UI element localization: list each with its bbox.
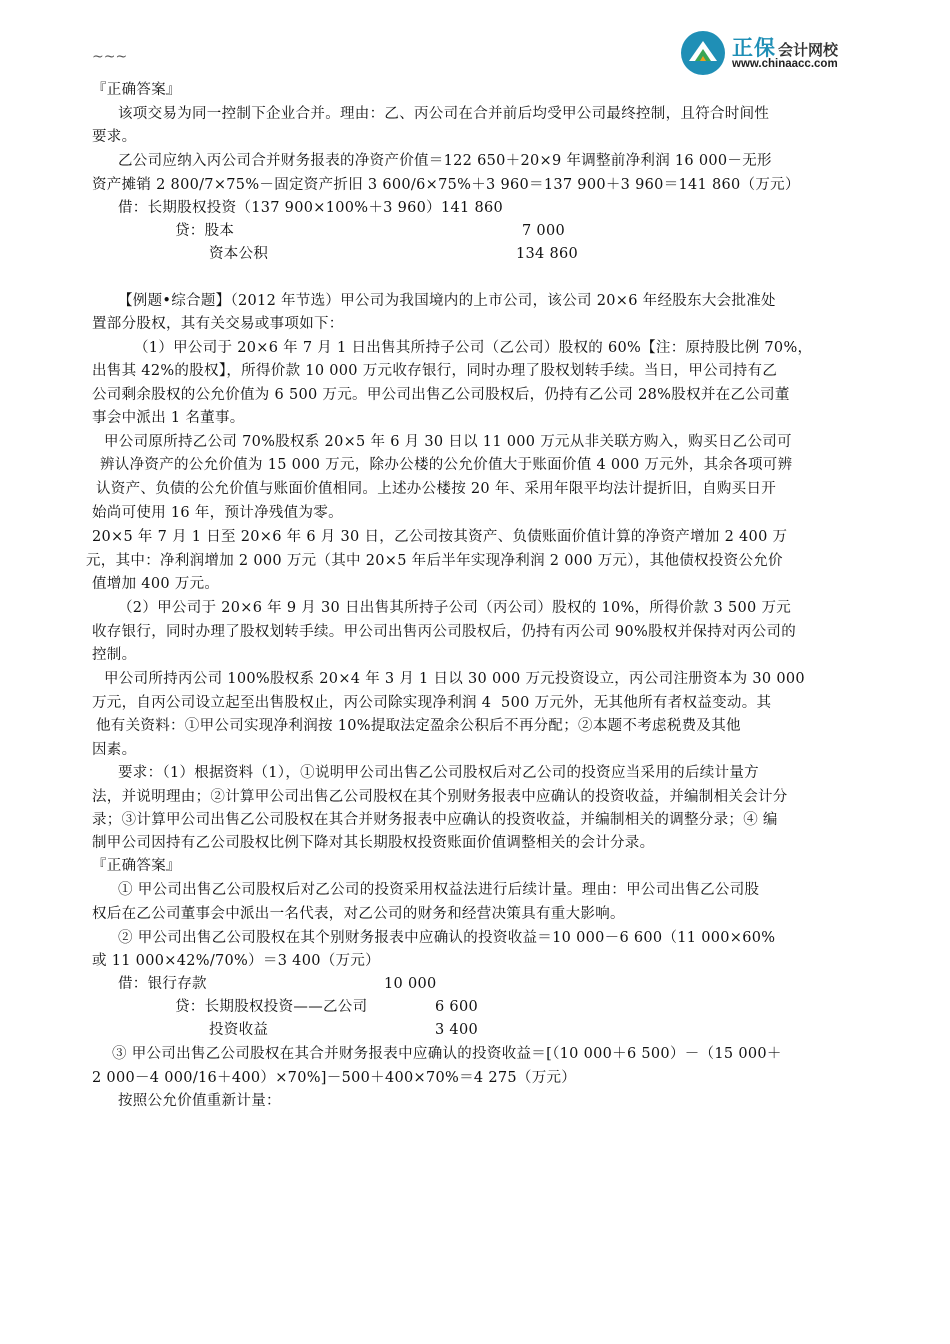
requirement-line: 录；③计算甲公司出售乙公司股权在其合并财务报表中应确认的投资收益，并编制相关的调整分录；④ 编 [92,812,778,828]
text-line: 值增加 400 万元。 [92,576,220,592]
text-line: 20×5 年 7 月 1 日至 20×6 年 6 月 30 日，乙公司按其资产、负债账面价值计算的净资产增加 2 400 万 [92,529,788,545]
text-line: 出售其 42%的股权】，所得价款 10 000 万元收存银行，同时办理了股权划转手续。当日，甲公司持有乙 [92,363,778,379]
text-line: 甲公司所持丙公司 100%股权系 20×4 年 3 月 1 日以 30 000 万元投资设立，丙公司注册资本为 30 000 [104,671,805,687]
journal-credit-amount: 6 600 [435,999,479,1015]
journal-credit-account: 贷：长期股权投资——乙公司 [175,999,368,1015]
cut-off-text-fragment: ~~~ [92,52,128,62]
journal-debit-account: 借：银行存款 [118,976,207,992]
text-line: 要求。 [92,129,137,145]
text-line: 置部分股权，其有关交易或事项如下： [92,316,344,332]
journal-credit-account: 投资收益 [209,1022,269,1038]
answer-line: ③ 甲公司出售乙公司股权在其合并财务报表中应确认的投资收益＝[（10 000＋6 500）－（15 000＋ [112,1046,782,1062]
answer-heading: 『正确答案』 [92,82,181,98]
requirement-line: 制甲公司因持有乙公司股权比例下降对其长期股权投资账面价值调整相关的会计分录。 [92,835,655,851]
text-line: 因素。 [92,742,137,758]
text-line: 资产摊销 2 800/7×75%－固定资产折旧 3 600/6×75%＋3 960＝137 900＋3 960＝141 860（万元） [92,177,800,193]
requirement-line: 要求：（1）根据资料（1），①说明甲公司出售乙公司股权后对乙公司的投资应当采用的后续计量方 [118,765,759,781]
chinaacc-logo[interactable] [680,28,910,80]
text-line: 事会中派出 1 名董事。 [92,410,245,426]
logo-emblem-icon [680,30,726,76]
journal-credit-amount: 7 000 [522,223,566,239]
journal-credit-amount: 134 860 [516,246,579,262]
text-line: 始尚可使用 16 年，预计净残值为零。 [92,505,343,521]
text-line: 收存银行，同时办理了股权划转手续。甲公司出售丙公司股权后，仍持有丙公司 90%股权并保持对丙公司的 [92,624,797,640]
logo-url: www.chinaacc.com [732,58,838,70]
requirement-line: 法，并说明理由；②计算甲公司出售乙公司股权在其个别财务报表中应确认的投资收益，并编制相关会计分 [92,789,788,805]
answer-line: ① 甲公司出售乙公司股权后对乙公司的投资采用权益法进行后续计量。理由：甲公司出售乙公司股 [118,882,760,898]
example-heading: 【例题•综合题】（2012 年节选）甲公司为我国境内的上市公司，该公司 20×6 年经股东大会批准处 [118,293,776,309]
journal-credit-account: 贷：股本 [175,223,235,239]
journal-debit-line: 借：长期股权投资（137 900×100%＋3 960）141 860 [118,200,504,216]
text-line: 他有关资料：①甲公司实现净利润按 10%提取法定盈余公积后不再分配；②本题不考虑税费及其他 [96,718,741,734]
text-line: 万元，自丙公司设立起至出售股权止，丙公司除实现净利润 4 500 万元外，无其他所有者权益变动。其 [92,695,772,711]
answer-line: 按照公允价值重新计量： [118,1093,281,1109]
answer-line: 权后在乙公司董事会中派出一名代表，对乙公司的财务和经营决策具有重大影响。 [92,906,625,922]
journal-debit-amount: 10 000 [384,976,437,992]
answer-line: 2 000－4 000/16＋400）×70%]－500＋400×70%＝4 275（万元） [92,1070,577,1086]
text-line: 元，其中：净利润增加 2 000 万元（其中 20×5 年后半年实现净利润 2 000 万元），其他债权投资公允价 [86,553,783,569]
answer-heading: 『正确答案』 [92,858,181,874]
text-line: 控制。 [92,647,137,663]
journal-credit-amount: 3 400 [435,1022,479,1038]
text-line: 甲公司原所持乙公司 70%股权系 20×5 年 6 月 30 日以 11 000 万元从非关联方购入，购买日乙公司可 [104,434,792,450]
logo-brand-sub: 会计网校 [778,41,839,59]
logo-brand-main: 正保 [732,36,776,60]
text-line: 乙公司应纳入丙公司合并财务报表的净资产价值＝122 650＋20×9 年调整前净利润 16 000－无形 [118,153,772,169]
text-line: （2）甲公司于 20×6 年 9 月 30 日出售其所持子公司（丙公司）股权的 10%，所得价款 3 500 万元 [118,600,792,616]
journal-credit-account: 资本公积 [209,246,269,262]
answer-line: ② 甲公司出售乙公司股权在其个别财务报表中应确认的投资收益＝10 000－6 600（11 000×60% [118,930,776,946]
text-line: （1）甲公司于 20×6 年 7 月 1 日出售其所持子公司（乙公司）股权的 60%【注：原持股比例 70%， [134,340,813,356]
text-line: 辨认净资产的公允价值为 15 000 万元，除办公楼的公允价值大于账面价值 4 000 万元外，其余各项可辨 [100,457,793,473]
text-line: 公司剩余股权的公允价值为 6 500 万元。甲公司出售乙公司股权后，仍持有乙公司 28%股权并在乙公司董 [92,387,790,403]
text-line: 认资产、负债的公允价值与账面价值相同。上述办公楼按 20 年、采用年限平均法计提折旧，自购买日开 [96,481,777,497]
text-line: 该项交易为同一控制下企业合并。理由：乙、丙公司在合并前后均受甲公司最终控制，且符合时间性 [118,106,770,122]
answer-line: 或 11 000×42%/70%）＝3 400（万元） [92,953,380,969]
